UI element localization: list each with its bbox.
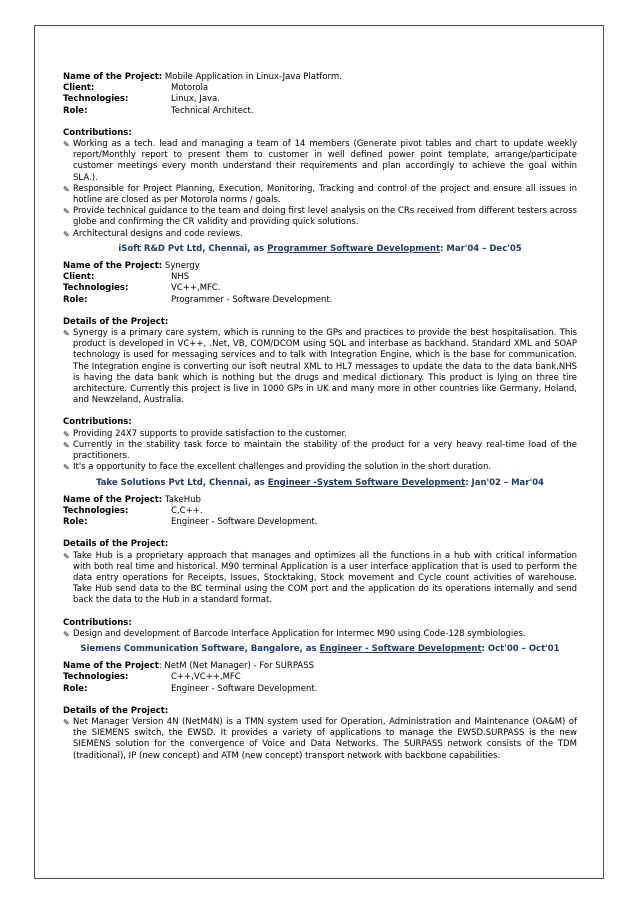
arrow-bullet-icon: ✎ xyxy=(63,440,70,450)
contributions-heading: Contributions: xyxy=(63,417,132,428)
technologies-row xyxy=(63,672,577,683)
project-label: Name of the Project: xyxy=(63,72,163,82)
role-row xyxy=(63,517,577,528)
details-heading: Details of the Project: xyxy=(63,316,169,327)
bullet-list xyxy=(63,328,577,406)
technologies-label: Technologies: xyxy=(63,94,129,105)
role-label: Role: xyxy=(63,517,88,528)
project-value: : NetM (Net Manager) - For SURPASS xyxy=(158,661,315,672)
bullet-text: Net Manager Version 4N (NetM4N) is a TMN system used for Operation, Administration and Maintenance (OA&M) of the SIEMENS switch, the EWSD. It provides a variety of applications to manage the EWSD.SURPASS is the new SIEMENS solution for the convergence of Voice and Data Networks. The SURPASS network consists of the TDM (traditional), IP (new concept) and ATM (new concept) transport network with backbone capabilities. xyxy=(73,716,577,761)
technologies-value: C++,VC++,MFC xyxy=(171,672,241,683)
project-row xyxy=(63,495,577,506)
client-value: Motorola xyxy=(171,83,209,94)
job-title: Engineer -System Software Development xyxy=(267,477,466,488)
bullet-text: Working as a tech. lead and managing a team of 14 members (Generate pivot tables and chart to update weekly report/Monthly report to present them to customer in well defined power point template, arrange/participate customer meetings every month understand their requirements and plan accordingly to achieve the goal within SLA.). xyxy=(73,139,577,183)
job-title: Engineer - Software Development xyxy=(319,643,482,654)
technologies-label: Technologies: xyxy=(63,505,129,516)
project-row xyxy=(63,261,577,272)
job-company: Siemens Communication Software, Bangalore, as xyxy=(80,643,320,654)
bullet-list xyxy=(63,429,577,474)
bullet-text: Take Hub is a proprietary approach that manages and optimizes all the functions in a hub with critical information with both real time and historical. M90 terminal Application is a user interface application that is used to perform the data entry operations for Receipts, Issues, Stocktaking, Stock movement and Cycle count activities of warehouse. Take Hub send data to the BC terminal using the COM port and the application do its operations internally and send back the data to the Hub in a standard format. xyxy=(73,550,577,606)
role-label: Role: xyxy=(63,294,88,305)
project-label: Name of the Project xyxy=(63,661,159,672)
project-row xyxy=(63,72,577,83)
job-dates: : Mar'04 – Dec'05 xyxy=(440,243,522,254)
bullet-text: Design and development of Barcode Interface Application for Intermec M90 using Code-128 symbiologies. xyxy=(73,628,526,639)
bullet-text: Architectural designs and code reviews. xyxy=(73,228,243,239)
role-value: Programmer - Software Development. xyxy=(171,294,333,305)
arrow-bullet-icon: ✎ xyxy=(63,717,70,727)
bullet-list xyxy=(63,551,577,607)
bullet-item xyxy=(63,429,577,440)
arrow-bullet-icon: ✎ xyxy=(63,184,70,194)
technologies-row xyxy=(63,283,577,294)
bullet-item xyxy=(63,328,577,406)
technologies-label: Technologies: xyxy=(63,672,129,683)
project-label: Name of the Project: xyxy=(63,261,163,272)
job-company: Take Solutions Pvt Ltd, Chennai, as xyxy=(96,477,268,488)
contributions-heading: Contributions: xyxy=(63,127,132,138)
bullet-text: It's a opportunity to face the excellent challenges and providing the solution in the short duration. xyxy=(73,462,492,473)
bullet-text: Synergy is a primary care system, which is running to the GPs and practices to provide the best hospitalisation. This product is developed in VC++, .Net, VB, COM/DCOM using SQL and interbase as backhand. Standard XML and SOAP technology is used for messaging services and to talk with Integration Engine, which is the base for communication. The Integration engine is converting our isoft neutral XML to HL7 messages to update the data to the data bank.NHS is having the data bank which is nothing but the drugs and medical dictionary. This product is lying on three tire architecture. Currently this project is live in 1000 GPs in UK and many more in other countries like Germany, Holand, and Newzeland, Australia. xyxy=(73,328,577,406)
role-label: Role: xyxy=(63,105,88,116)
details-heading: Details of the Project: xyxy=(63,539,169,550)
role-value: Engineer - Software Development. xyxy=(171,683,318,694)
details-heading: Details of the Project: xyxy=(63,705,169,716)
arrow-bullet-icon: ✎ xyxy=(63,140,70,150)
bullet-item xyxy=(63,184,577,206)
technologies-label: Technologies: xyxy=(63,283,129,294)
technologies-row xyxy=(63,94,577,105)
client-row xyxy=(63,272,577,283)
job-heading xyxy=(63,244,577,255)
bullet-list xyxy=(63,717,577,762)
arrow-bullet-icon: ✎ xyxy=(63,329,70,339)
bullet-text: Currently in the stability task force to maintain the stability of the product for a very heavy real-time load of the practitioners. xyxy=(73,439,577,462)
job-company: iSoft R&D Pvt Ltd, Chennai, as xyxy=(118,243,268,254)
project-label: Name of the Project: xyxy=(63,494,163,505)
bullet-item xyxy=(63,551,577,607)
arrow-bullet-icon: ✎ xyxy=(63,429,70,439)
contributions-heading: Contributions: xyxy=(63,617,132,628)
role-row xyxy=(63,106,577,117)
project-value: TakeHub xyxy=(164,494,201,505)
client-row xyxy=(63,83,577,94)
bullet-text: Providing 24X7 supports to provide satisfaction to the customer. xyxy=(73,428,347,439)
client-label: Client: xyxy=(63,272,95,283)
client-label: Client: xyxy=(63,83,95,94)
role-row xyxy=(63,295,577,306)
bullet-list xyxy=(63,139,577,240)
arrow-bullet-icon: ✎ xyxy=(63,463,70,473)
job-dates: : Oct'00 – Oct'01 xyxy=(481,643,560,654)
bullet-item xyxy=(63,139,577,184)
role-label: Role: xyxy=(63,683,88,694)
job-heading xyxy=(63,644,577,655)
technologies-value: VC++,MFC. xyxy=(171,283,221,294)
arrow-bullet-icon: ✎ xyxy=(63,551,70,561)
project-row xyxy=(63,661,577,672)
technologies-value: C,C++. xyxy=(171,505,203,516)
bullet-item xyxy=(63,629,577,640)
bullet-item xyxy=(63,462,577,473)
bullet-text: Provide technical guidance to the team and doing first level analysis on the CRs received from different testers across globe and confirming the CR validity and providing quick solutions. xyxy=(73,206,577,228)
project-value: Synergy xyxy=(164,261,200,272)
resume-content xyxy=(63,72,577,762)
bullet-list xyxy=(63,629,577,640)
bullet-item xyxy=(63,440,577,462)
job-heading xyxy=(63,478,577,489)
bullet-item xyxy=(63,229,577,240)
arrow-bullet-icon: ✎ xyxy=(63,207,70,217)
role-value: Technical Architect. xyxy=(171,105,254,116)
arrow-bullet-icon: ✎ xyxy=(63,629,70,639)
bullet-item xyxy=(63,717,577,762)
job-dates: : Jan'02 – Mar'04 xyxy=(465,477,544,488)
bullet-item xyxy=(63,206,577,228)
client-value: NHS xyxy=(171,272,190,283)
role-value: Engineer - Software Development. xyxy=(171,517,318,528)
job-title: Programmer Software Development xyxy=(267,243,441,254)
role-row xyxy=(63,684,577,695)
technologies-row xyxy=(63,506,577,517)
technologies-value: Linux, Java. xyxy=(171,94,220,105)
project-value: Mobile Application in Linux-Java Platform. xyxy=(164,72,342,82)
bullet-text: Responsible for Project Planning, Execution, Monitoring, Tracking and control of the project and ensure all issues in hotline are closed as per Motorola norms / goals. xyxy=(73,183,577,206)
arrow-bullet-icon: ✎ xyxy=(63,229,70,239)
